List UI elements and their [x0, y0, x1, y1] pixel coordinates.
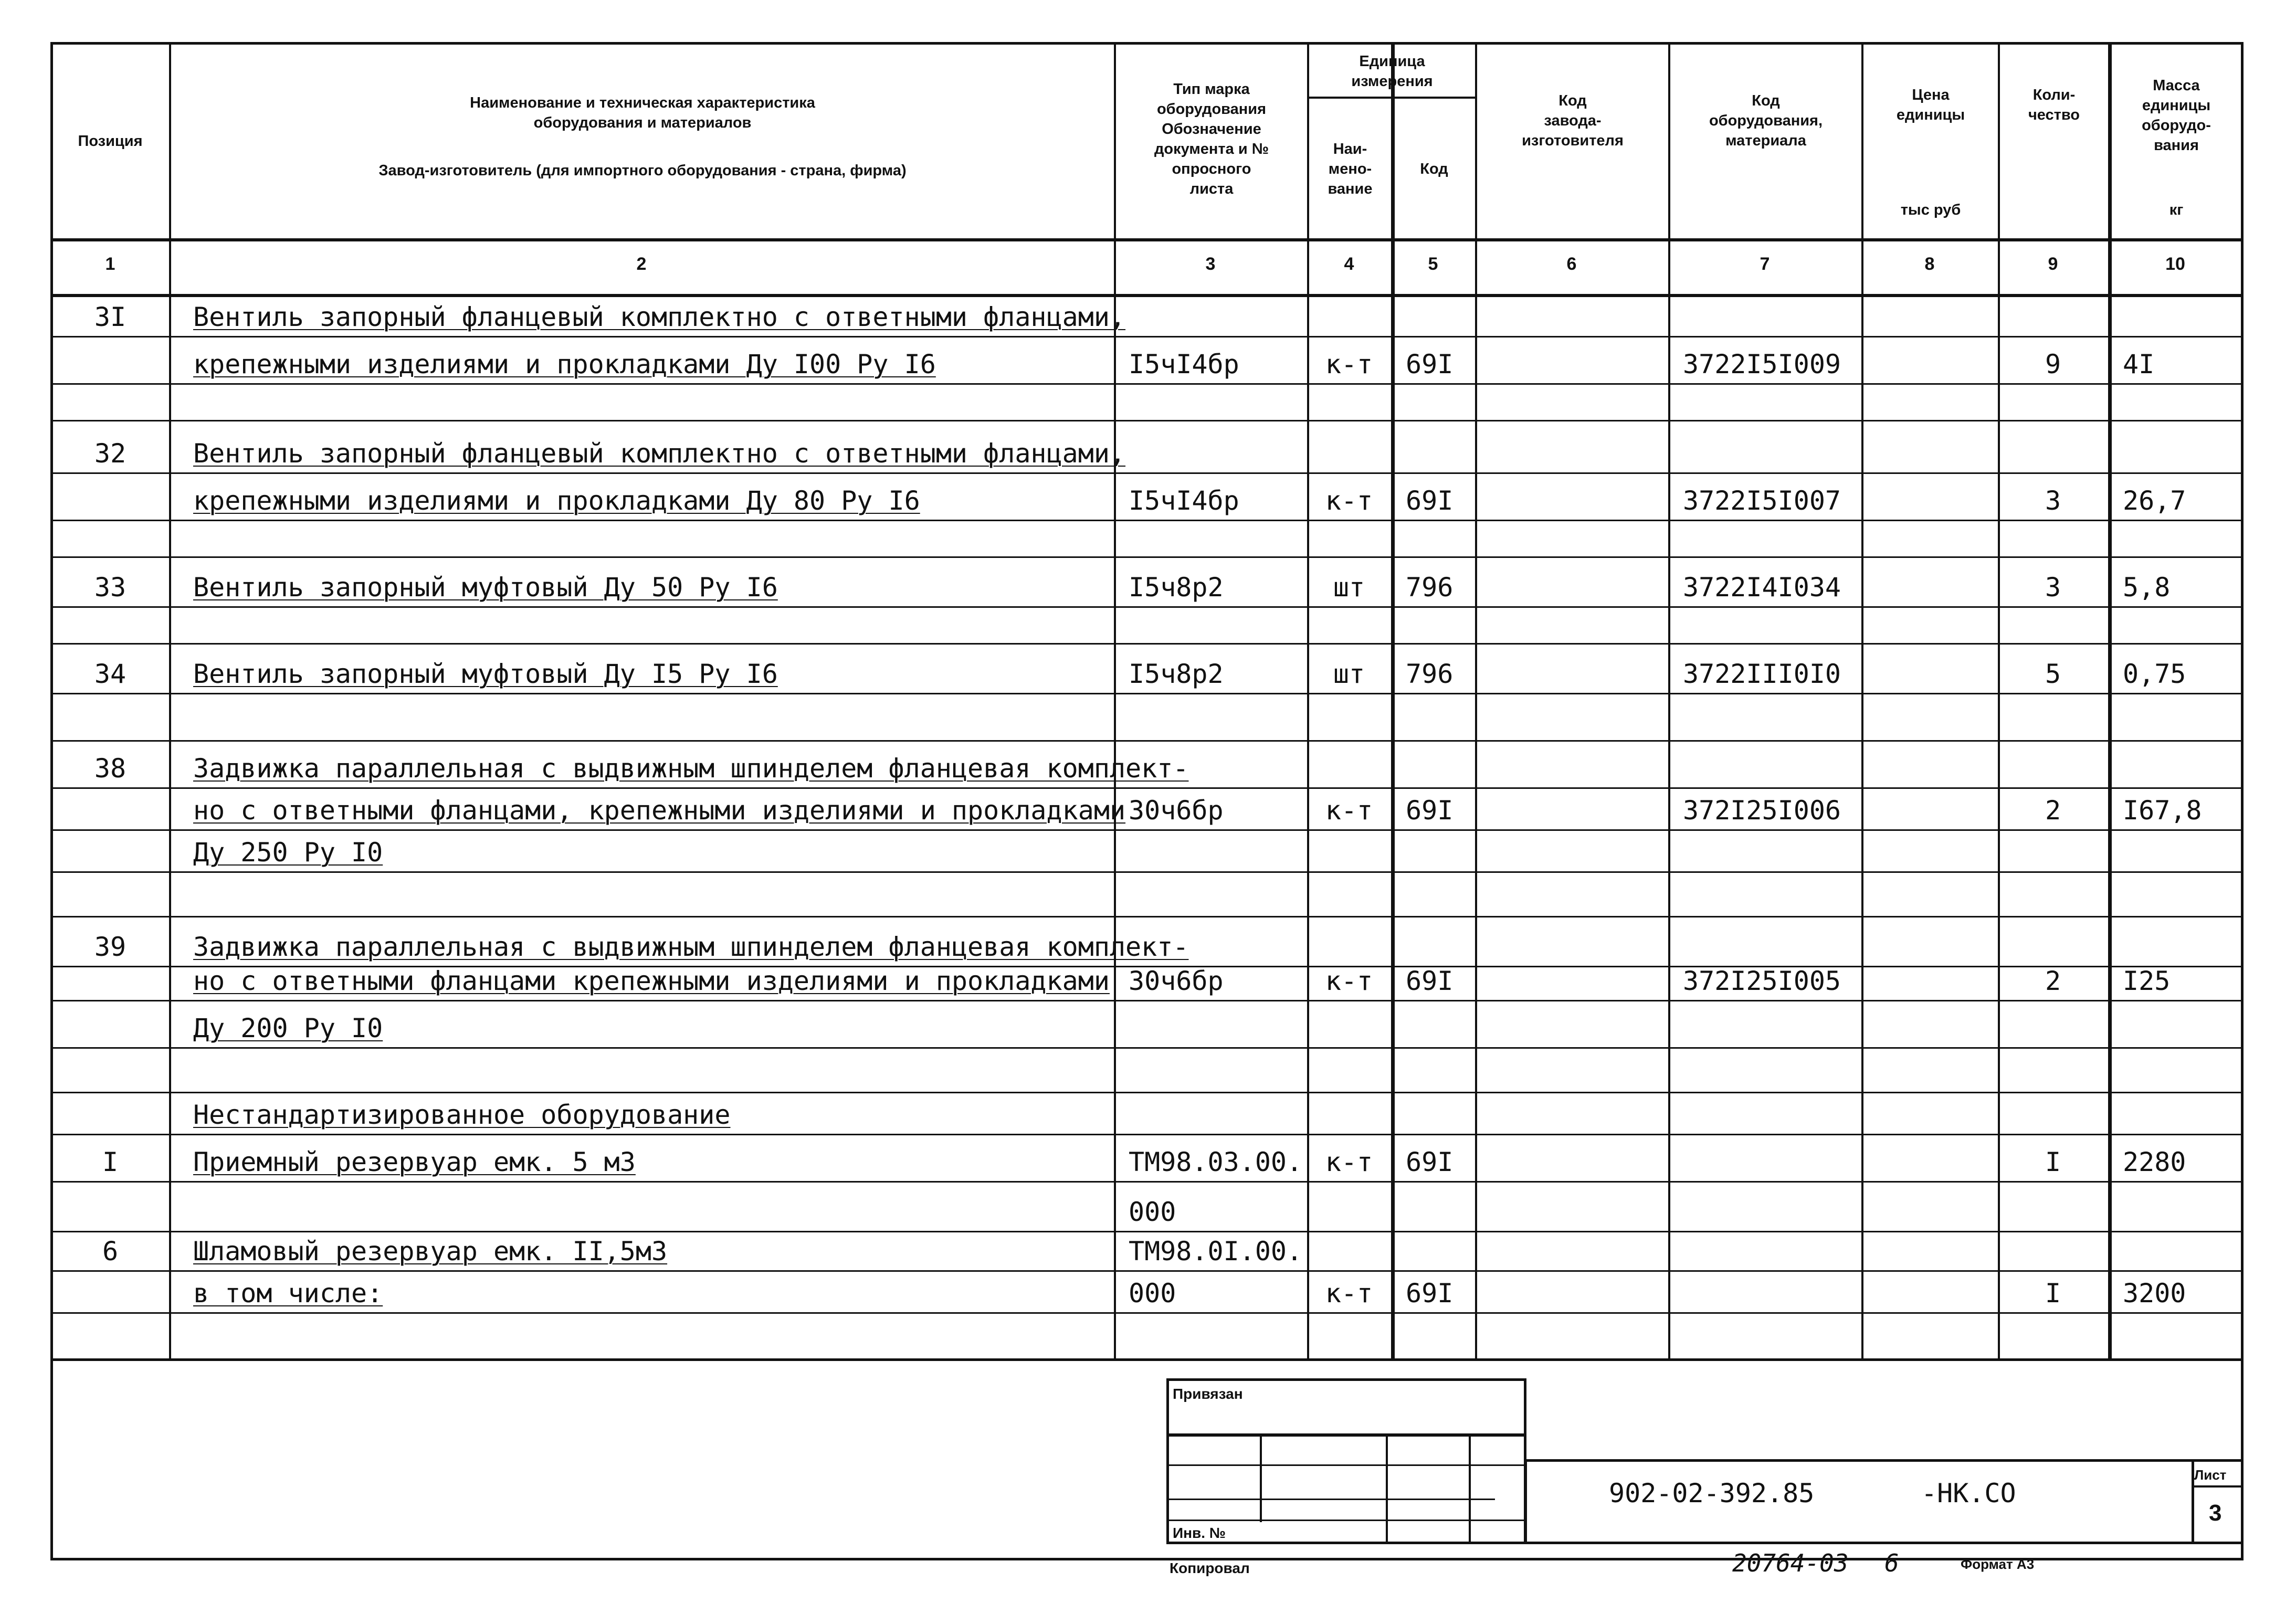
column-number-5: 5	[1428, 254, 1438, 274]
grid-line-h	[51, 1358, 2242, 1361]
row-description: Приемный резервуар емк. 5 м3	[193, 1147, 636, 1177]
column-number-9: 9	[2048, 254, 2058, 274]
header-mass-unit: кг	[2169, 202, 2184, 218]
header-position: Позиция	[78, 133, 143, 150]
row-description: Задвижка параллельная с выдвижным шпинделем фланцевая комплект-	[193, 932, 1189, 962]
row-quantity: 3	[2045, 572, 2061, 603]
archive-sheet-number: 6	[1884, 1549, 1899, 1577]
row-quantity: 9	[2045, 349, 2061, 379]
row-equipment-code: 3722I5I007	[1683, 486, 1841, 516]
row-description: но с ответными фланцами крепежными изделиями и прокладками	[193, 966, 1110, 996]
row-unit-code: 796	[1406, 659, 1454, 689]
row-type-mark: I5чI4бр	[1129, 486, 1239, 516]
row-quantity: I	[2045, 1278, 2061, 1309]
header-price-unit: тыс руб	[1900, 202, 1961, 218]
grid-line-h	[51, 1231, 2242, 1232]
row-unit-code: 69I	[1406, 795, 1454, 826]
row-unit-code: 796	[1406, 572, 1454, 603]
grid-line-h	[51, 1092, 2242, 1093]
header-equipment-code: Код оборудования, материала	[1709, 92, 1823, 149]
row-mass: 0,75	[2123, 659, 2186, 689]
row-equipment-code: 3722I5I009	[1683, 349, 1841, 379]
header-unit-name: Наи- мено- вание	[1328, 141, 1373, 197]
row-mass: I25	[2123, 966, 2171, 996]
row-description: Вентиль запорный фланцевый комплектно с ответными фланцами,	[193, 302, 1126, 332]
row-equipment-code: 372I25I005	[1683, 966, 1841, 996]
row-mass: I67,8	[2123, 795, 2202, 826]
header-quantity: Коли- чество	[2028, 87, 2080, 123]
row-unit-code: 69I	[1406, 349, 1454, 379]
column-number-2: 2	[636, 254, 647, 274]
row-description: Ду 200 Ру I0	[193, 1013, 383, 1043]
document-code: 902-02-392.85	[1609, 1478, 1815, 1508]
grid-line-h	[51, 472, 2242, 474]
row-type-mark: I5чI4бр	[1129, 349, 1239, 379]
row-quantity: I	[2045, 1147, 2061, 1177]
column-number-1: 1	[105, 254, 115, 274]
row-position: I	[102, 1147, 119, 1177]
row-unit-name: шт	[1333, 572, 1365, 603]
grid-line-h	[51, 871, 2242, 873]
header-type: Тип марка оборудования Обозначение документа и № опросного листа	[1154, 81, 1269, 197]
row-unit-code: 69I	[1406, 1147, 1454, 1177]
archive-number: 20764-03	[1732, 1549, 1849, 1577]
row-position: 3I	[94, 302, 127, 332]
sheet-label: Лист	[2194, 1467, 2227, 1483]
row-description: крепежными изделиями и прокладками Ду 80 Ру I6	[193, 486, 920, 516]
row-type-mark: ТМ98.03.00.	[1129, 1147, 1303, 1177]
header-unit-code: Код	[1420, 161, 1448, 177]
row-description: но с ответными фланцами, крепежными изделиями и прокладками	[193, 795, 1126, 826]
row-type-mark: 000	[1129, 1197, 1176, 1227]
row-mass: 4I	[2123, 349, 2155, 379]
header-mass: Масса единицы оборудо- вания	[2142, 77, 2211, 154]
header-manufacturer-code: Код завода- изготовителя	[1522, 92, 1624, 149]
row-equipment-code: 372I25I006	[1683, 795, 1841, 826]
grid-line-h	[51, 1047, 2242, 1049]
header-name-manufacturer: Завод-изготовитель (для импортного оборудования - страна, фирма)	[378, 162, 907, 179]
row-description: в том числе:	[193, 1278, 383, 1309]
row-type-mark: 000	[1129, 1278, 1176, 1309]
grid-line-h	[51, 643, 2242, 645]
row-unit-name: к-т	[1325, 795, 1373, 826]
column-number-7: 7	[1760, 254, 1770, 274]
header-price: Цена единицы	[1896, 87, 1965, 123]
row-unit-code: 69I	[1406, 966, 1454, 996]
header-name-main: Наименование и техническая характеристика оборудования и материалов	[470, 94, 815, 131]
grid-line-h	[51, 916, 2242, 917]
column-number-4: 4	[1344, 254, 1354, 274]
grid-line-h	[51, 693, 2242, 694]
row-description: крепежными изделиями и прокладками Ду I00 Ру I6	[193, 349, 936, 379]
row-position: 39	[94, 932, 127, 962]
row-mass: 3200	[2123, 1278, 2186, 1309]
row-unit-name: к-т	[1325, 1278, 1373, 1309]
row-position: 6	[102, 1236, 119, 1267]
copied-label: Копировал	[1170, 1560, 1250, 1576]
row-description: Вентиль запорный муфтовый Ду I5 Ру I6	[193, 659, 778, 689]
row-description: Вентиль запорный фланцевый комплектно с ответными фланцами,	[193, 438, 1126, 469]
row-quantity: 5	[2045, 659, 2061, 689]
row-position: 33	[94, 572, 127, 603]
grid-line-h	[51, 1270, 2242, 1272]
binding-label: Привязан	[1173, 1386, 1243, 1402]
row-position: 38	[94, 753, 127, 784]
grid-line-h	[51, 606, 2242, 608]
grid-line-h	[51, 336, 2242, 337]
row-mass: 26,7	[2123, 486, 2186, 516]
row-quantity: 2	[2045, 966, 2061, 996]
row-unit-name: к-т	[1325, 349, 1373, 379]
grid-line-h	[1307, 97, 1475, 99]
column-number-3: 3	[1205, 254, 1216, 274]
row-unit-name: к-т	[1325, 486, 1373, 516]
row-type-mark: 30ч6бр	[1129, 966, 1224, 996]
grid-line-h	[51, 1000, 2242, 1001]
row-unit-name: к-т	[1325, 1147, 1373, 1177]
inventory-number-label: Инв. №	[1173, 1525, 1226, 1541]
title-block-cell	[1524, 1459, 2244, 1544]
sheet-number: 3	[2209, 1500, 2222, 1526]
row-quantity: 3	[2045, 486, 2061, 516]
header-unit-group: Единица измерения	[1351, 53, 1433, 90]
row-unit-name: шт	[1333, 659, 1365, 689]
row-equipment-code: 3722I4I034	[1683, 572, 1841, 603]
row-type-mark: 30ч6бр	[1129, 795, 1224, 826]
format-label: Формат А3	[1961, 1556, 2035, 1572]
title-block-cell	[1166, 1378, 1526, 1436]
row-unit-code: 69I	[1406, 1278, 1454, 1309]
row-position: 32	[94, 438, 127, 469]
grid-line-h	[51, 787, 2242, 789]
row-quantity: 2	[2045, 795, 2061, 826]
grid-line-h	[51, 1312, 2242, 1314]
row-type-mark: ТМ98.0I.00.	[1129, 1236, 1303, 1267]
row-description: Шламовый резервуар емк. II,5м3	[193, 1236, 668, 1267]
grid-line-h	[51, 420, 2242, 421]
row-equipment-code: 3722III0I0	[1683, 659, 1841, 689]
row-type-mark: I5ч8р2	[1129, 659, 1224, 689]
column-number-8: 8	[1924, 254, 1935, 274]
row-description: Нестандартизированное оборудование	[193, 1100, 731, 1130]
column-number-6: 6	[1566, 254, 1577, 274]
row-mass: 5,8	[2123, 572, 2171, 603]
grid-line-h	[51, 740, 2242, 742]
row-description: Ду 250 Ру I0	[193, 837, 383, 868]
column-number-10: 10	[2165, 254, 2185, 274]
row-description: Задвижка параллельная с выдвижным шпинделем фланцевая комплект-	[193, 753, 1189, 784]
row-mass: 2280	[2123, 1147, 2186, 1177]
grid-line-h	[51, 556, 2242, 558]
row-description: Вентиль запорный муфтовый Ду 50 Ру I6	[193, 572, 778, 603]
grid-line-h	[51, 294, 2242, 297]
grid-line-h	[51, 1134, 2242, 1135]
title-block-cell	[1166, 1434, 1526, 1544]
grid-line-h	[51, 1181, 2242, 1183]
grid-line-h	[51, 520, 2242, 521]
row-unit-code: 69I	[1406, 486, 1454, 516]
grid-line-h	[51, 829, 2242, 831]
row-position: 34	[94, 659, 127, 689]
row-unit-name: к-т	[1325, 966, 1373, 996]
row-type-mark: I5ч8р2	[1129, 572, 1224, 603]
document-suffix: -НК.СО	[1921, 1478, 2016, 1508]
grid-line-h	[51, 238, 2242, 241]
grid-line-h	[51, 383, 2242, 385]
